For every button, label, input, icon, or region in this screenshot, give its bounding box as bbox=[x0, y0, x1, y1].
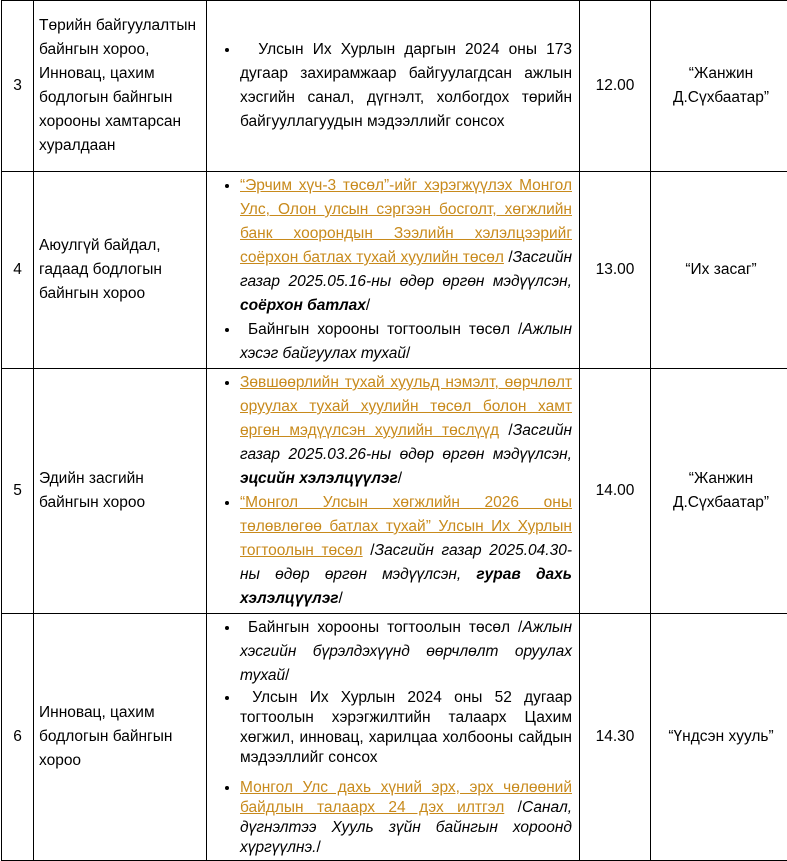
committee-name: Аюулгүй байдал, гадаад бодлогын байнгын хороо bbox=[34, 172, 207, 369]
agenda-item bbox=[240, 38, 572, 134]
meeting-room: “Жанжин Д.Сүхбаатар” bbox=[651, 369, 787, 614]
committee-name: Төрийн байгуулалтын байнгын хороо, Инновац, цахим бодлогын байнгын хорооны хамтарсан хуралдаан bbox=[34, 1, 207, 172]
agenda-item bbox=[240, 174, 572, 318]
agenda-item-stage: гурав дахь хэлэлцүүлэг bbox=[240, 566, 572, 607]
agenda-item bbox=[240, 778, 572, 858]
agenda-item-stage: эцсийн хэлэлцүүлэг bbox=[240, 470, 398, 487]
agenda-list bbox=[207, 371, 572, 611]
agenda-item bbox=[240, 688, 572, 768]
committee-name: Инновац, цахим бодлогын байнгын хороо bbox=[34, 614, 207, 861]
row-number: 3 bbox=[2, 1, 34, 172]
agenda-item-end: / bbox=[406, 345, 410, 362]
agenda-cell bbox=[207, 614, 580, 861]
table-row bbox=[2, 369, 787, 614]
agenda-item-end: / bbox=[398, 470, 402, 487]
meeting-time: 14.30 bbox=[580, 614, 651, 861]
agenda-list bbox=[207, 174, 572, 366]
bill-link[interactable]: Зөвшөөрлийн тухай хуульд нэмэлт, өөрчлөлт оруулах тухай хуулийн төсөл болон хамт өргөн мэдүүлсэн хуулийн төслүүд bbox=[240, 374, 572, 439]
agenda-item-text: Байнгын хорооны тогтоолын төсөл / bbox=[240, 321, 522, 338]
agenda-item-sep: / bbox=[363, 542, 375, 559]
agenda-item-sep: / bbox=[499, 422, 513, 439]
committee-name: Эдийн засгийн байнгын хороо bbox=[34, 369, 207, 614]
agenda-cell bbox=[207, 369, 580, 614]
bill-link[interactable]: “Монгол Улсын хөгжлийн 2026 оны төлөвлөгөө батлах тухай” Улсын Их Хурлын тогтоолын төсөл bbox=[240, 494, 572, 559]
meeting-room: “Их засаг” bbox=[651, 172, 787, 369]
agenda-item bbox=[240, 318, 572, 366]
meeting-room: “Жанжин Д.Сүхбаатар” bbox=[651, 1, 787, 172]
agenda-item-end: / bbox=[316, 839, 320, 856]
agenda-cell bbox=[207, 1, 580, 172]
row-number: 5 bbox=[2, 369, 34, 614]
agenda-item-text: Улсын Их Хурлын 2024 оны 52 дугаар тогтоолын хэрэгжилтийн талаарх Цахим хөгжил, инновац, харилцаа холбооны сайдын мэдээллийг сонсох bbox=[240, 689, 576, 766]
agenda-cell bbox=[207, 172, 580, 369]
agenda-table bbox=[1, 0, 787, 861]
agenda-item-sep: / bbox=[504, 249, 513, 266]
table-row bbox=[2, 614, 787, 861]
row-number: 4 bbox=[2, 172, 34, 369]
agenda-item bbox=[240, 371, 572, 491]
meeting-time: 12.00 bbox=[580, 1, 651, 172]
table-row bbox=[2, 172, 787, 369]
agenda-item-end: / bbox=[366, 297, 370, 314]
agenda-item-note: Ажлын хэсгийн бүрэлдэхүүнд өөрчлөлт оруулах тухай bbox=[240, 619, 572, 684]
bill-link[interactable]: “Эрчим хүч-3 төсөл”-ийг хэрэгжүүлэх Монгол Улс, Олон улсын сэргээн босголт, хөгжлийн банк хоорондын Зээлийн хэлэлцээрийг соёрхон батлах тухай хуулийн төсөл bbox=[240, 177, 572, 266]
agenda-item-text: Байнгын хорооны тогтоолын төсөл / bbox=[240, 619, 522, 636]
agenda-item bbox=[240, 491, 572, 611]
agenda-item-note: Засгийн газар 2025.03.26-ны өдөр өргөн мэдүүлсэн, bbox=[240, 422, 572, 463]
agenda-item-text: Улсын Их Хурлын даргын 2024 оны 173 дугаар захирамжаар байгуулагдсан ажлын хэсгийн санал, дүгнэлт, холбогдох төрийн байгууллагуудын мэдээллийг сонсох bbox=[240, 41, 576, 130]
agenda-item bbox=[240, 616, 572, 688]
meeting-room: “Үндсэн хууль” bbox=[651, 614, 787, 861]
agenda-item-note: Засгийн газар 2025.05.16-ны өдөр өргөн мэдүүлсэн, bbox=[240, 249, 572, 290]
agenda-list bbox=[207, 38, 572, 134]
agenda-item-note: Санал, дүгнэлтээ Хууль зүйн байнгын хороонд хүргүүлнэ. bbox=[240, 799, 572, 856]
meeting-time: 14.00 bbox=[580, 369, 651, 614]
agenda-list bbox=[207, 616, 572, 858]
agenda-item-end: / bbox=[339, 590, 343, 607]
bill-link[interactable]: Монгол Улс дахь хүний эрх, эрх чөлөөний байдлын талаарх 24 дэх илтгэл bbox=[240, 779, 572, 816]
agenda-item-note: Ажлын хэсэг байгуулах тухай bbox=[240, 321, 572, 362]
agenda-item-sep: / bbox=[504, 799, 522, 816]
agenda-item-stage: соёрхон батлах bbox=[240, 297, 366, 314]
meeting-time: 13.00 bbox=[580, 172, 651, 369]
agenda-item-end: / bbox=[285, 667, 289, 684]
agenda-item-note: Засгийн газар 2025.04.30-ны өдөр өргөн мэдүүлсэн, bbox=[240, 542, 572, 583]
row-number: 6 bbox=[2, 614, 34, 861]
table-row bbox=[2, 1, 787, 172]
